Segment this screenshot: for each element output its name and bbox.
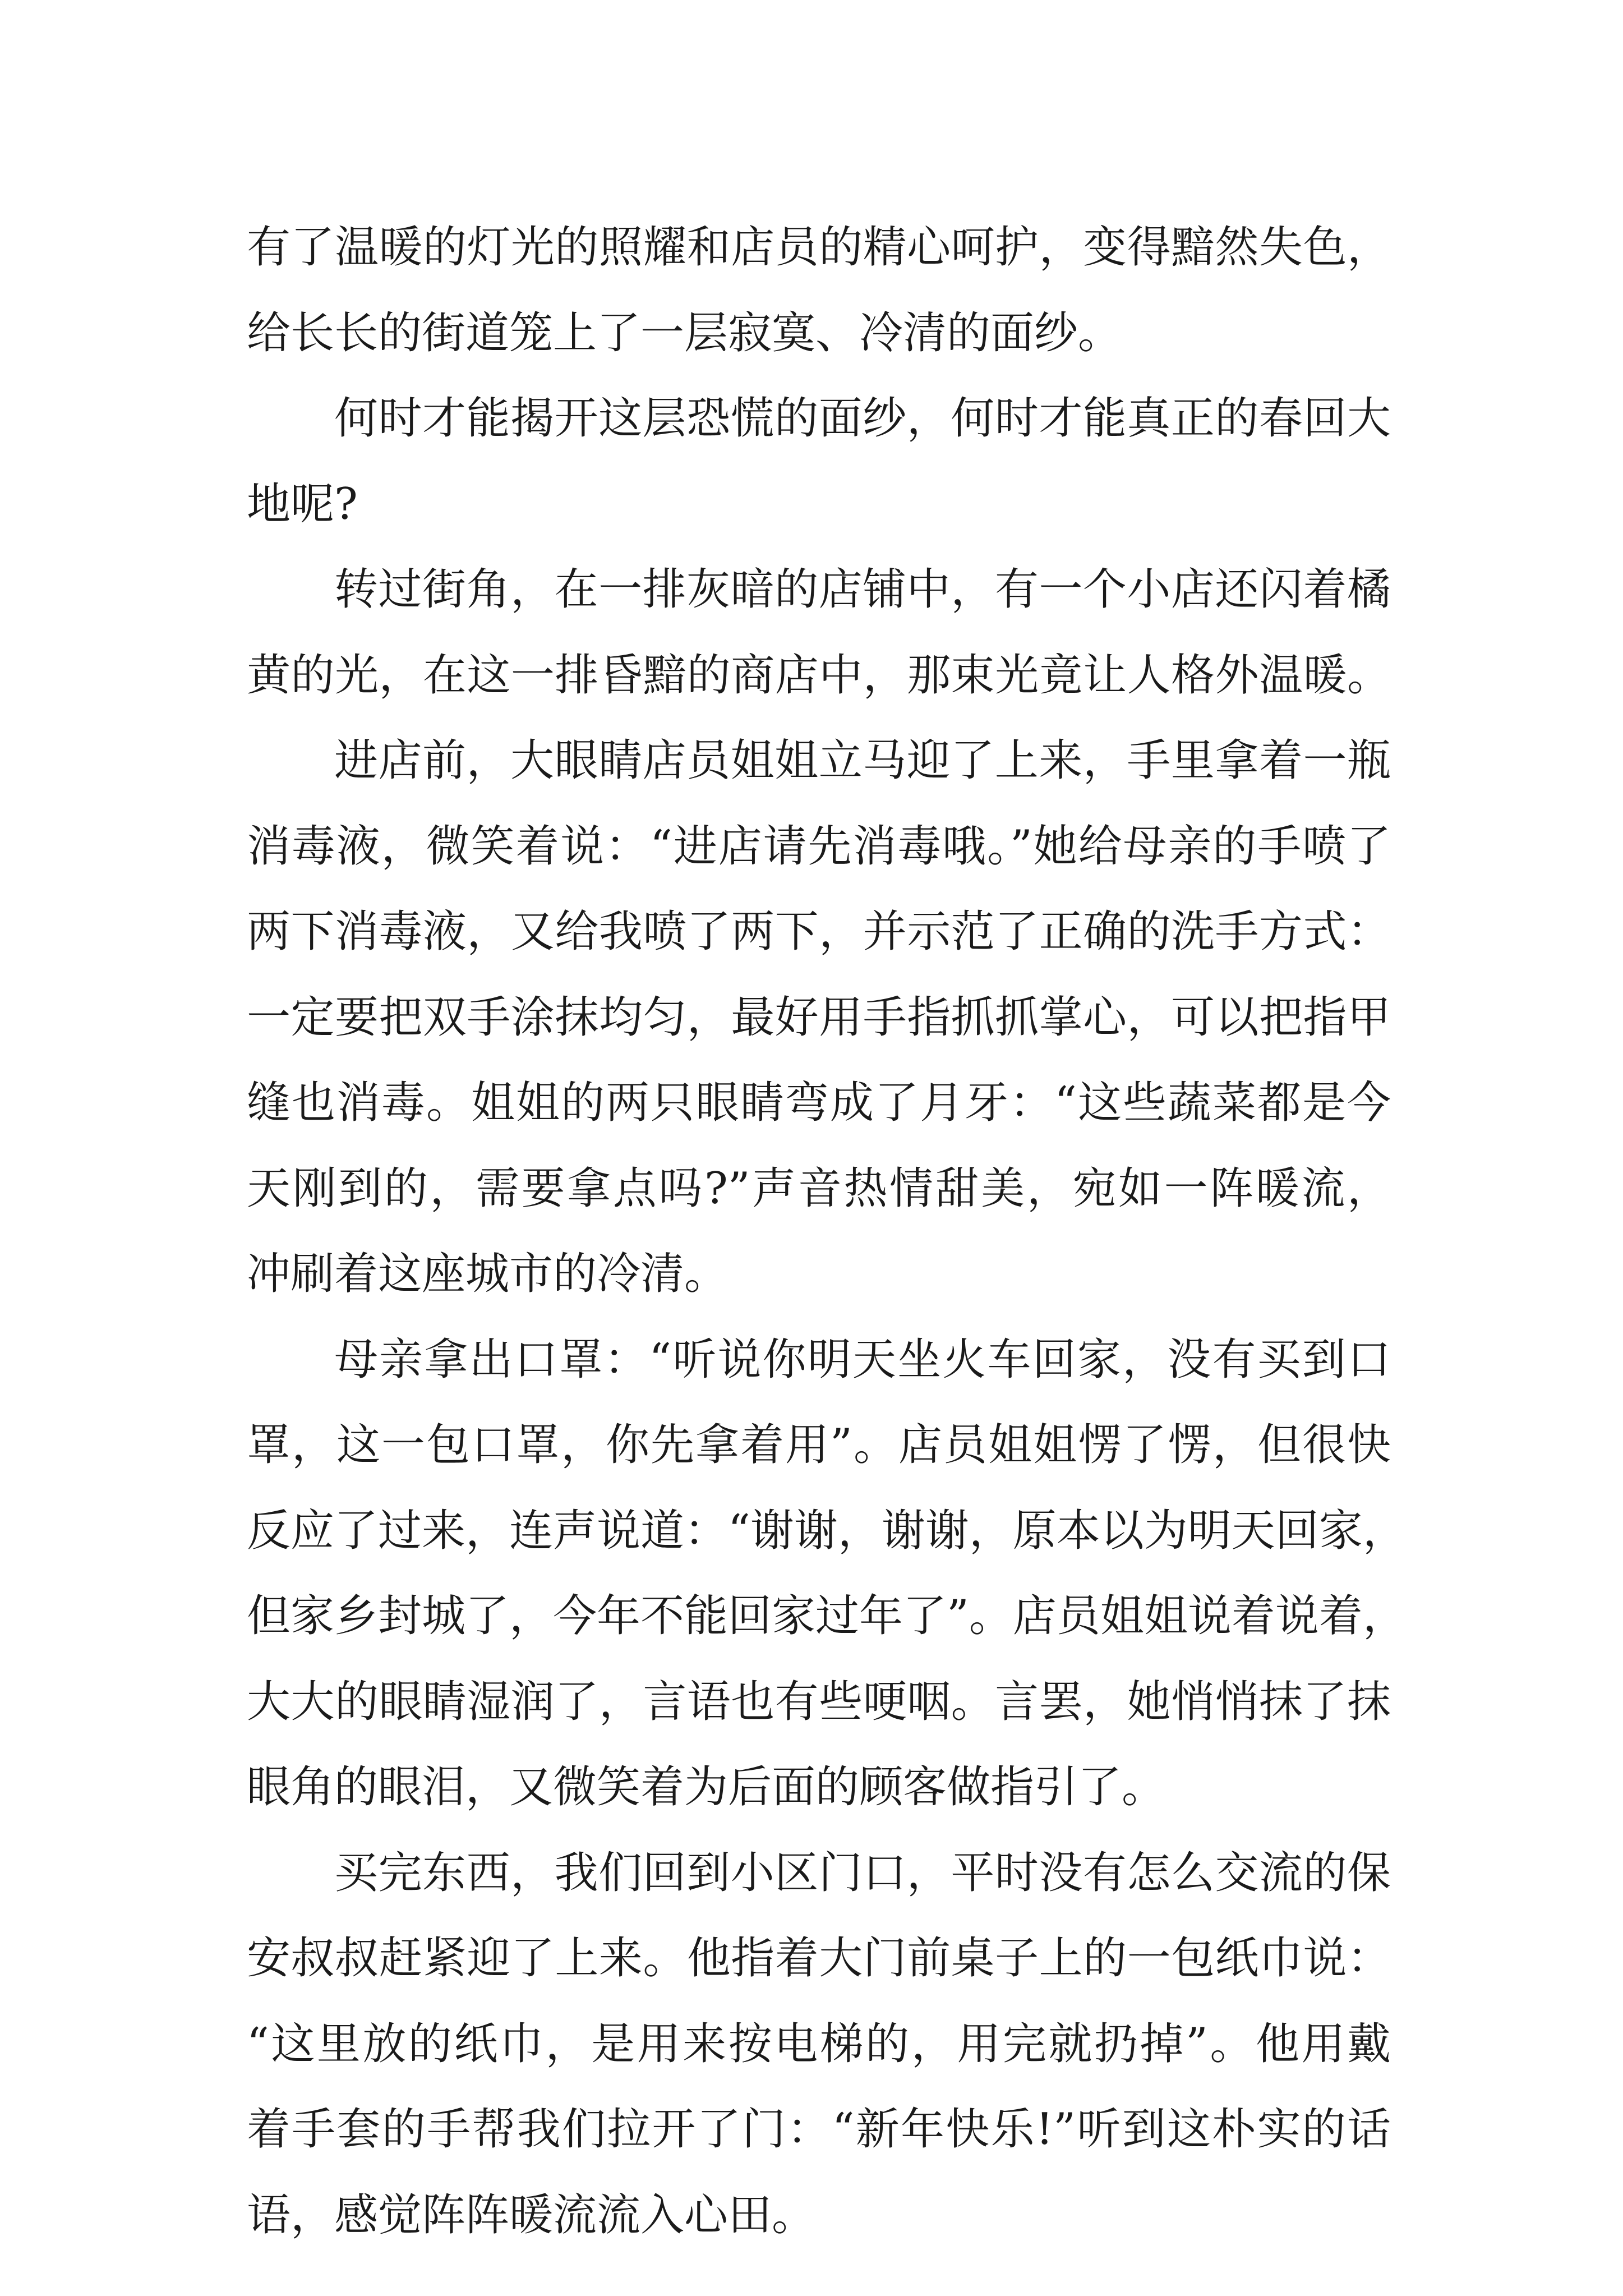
text-line: 进店前，大眼睛店员姐姐立马迎了上来，手里拿着一瓶: [334, 735, 1391, 786]
text-line: 冲刷着这座城市的冷清。: [247, 1249, 728, 1299]
text-line: 两下消毒液，又给我喷了两下，并示范了正确的洗手方式：: [247, 907, 1391, 957]
text-line: 安叔叔赶紧迎了上来。他指着大门前桌子上的一包纸巾说：: [247, 1933, 1391, 1984]
text-line: 缝也消毒。姐姐的两只眼睛弯成了月牙：“这些蔬菜都是今: [247, 1078, 1391, 1128]
text-line: 转过街角，在一排灰暗的店铺中，有一个小店还闪着橘: [334, 564, 1391, 615]
text-line: 着手套的手帮我们拉开了门：“新年快乐!”听到这朴实的话: [247, 2104, 1391, 2155]
essay-text: [247, 205, 1407, 2258]
text-line: 母亲拿出口罩：“听说你明天坐火车回家，没有买到口: [334, 1334, 1391, 1385]
paragraph: [247, 547, 1391, 718]
text-line: 罩，这一包口罩，你先拿着用”。店员姐姐愣了愣，但很快: [247, 1420, 1391, 1470]
text-line: 给长长的街道笼上了一层寂寞、冷清的面纱。: [247, 307, 1122, 358]
text-line: 一定要把双手涂抹均匀，最好用手指抓抓掌心，可以把指甲: [247, 992, 1391, 1043]
text-line: 消毒液，微笑着说：“进店请先消毒哦。”她给母亲的手喷了: [247, 821, 1391, 872]
paragraph: [247, 376, 1391, 547]
text-line: 语，感觉阵阵暖流流入心田。: [247, 2189, 816, 2240]
text-line: 但家乡封城了，今年不能回家过年了”。店员姐姐说着说着，: [247, 1591, 1407, 1641]
paragraph: [247, 1317, 1407, 1830]
text-line: 天刚到的，需要拿点吗?”声音热情甜美，宛如一阵暖流，: [247, 1163, 1391, 1214]
text-line: 有了温暖的灯光的照耀和店员的精心呵护，变得黯然失色，: [247, 222, 1391, 273]
paragraph: [247, 1830, 1391, 2258]
text-line: 眼角的眼泪，又微笑着为后面的顾客做指引了。: [247, 1762, 1166, 1812]
text-line: 黄的光，在这一排昏黯的商店中，那束光竟让人格外温暖。: [247, 650, 1391, 701]
paragraph: [247, 205, 1391, 376]
text-line: 大大的眼睛湿润了，言语也有些哽咽。言罢，她悄悄抹了抹: [247, 1676, 1391, 1727]
text-line: 何时才能揭开这层恐慌的面纱，何时才能真正的春回大: [334, 393, 1391, 444]
paragraph: [247, 718, 1391, 1317]
text-line: 反应了过来，连声说道：“谢谢，谢谢，原本以为明天回家，: [247, 1505, 1407, 1556]
text-line: “这里放的纸巾，是用来按电梯的，用完就扔掉”。他用戴: [247, 2018, 1391, 2069]
text-line: 地呢?: [247, 478, 358, 530]
text-line: 买完东西，我们回到小区门口，平时没有怎么交流的保: [334, 1847, 1391, 1898]
